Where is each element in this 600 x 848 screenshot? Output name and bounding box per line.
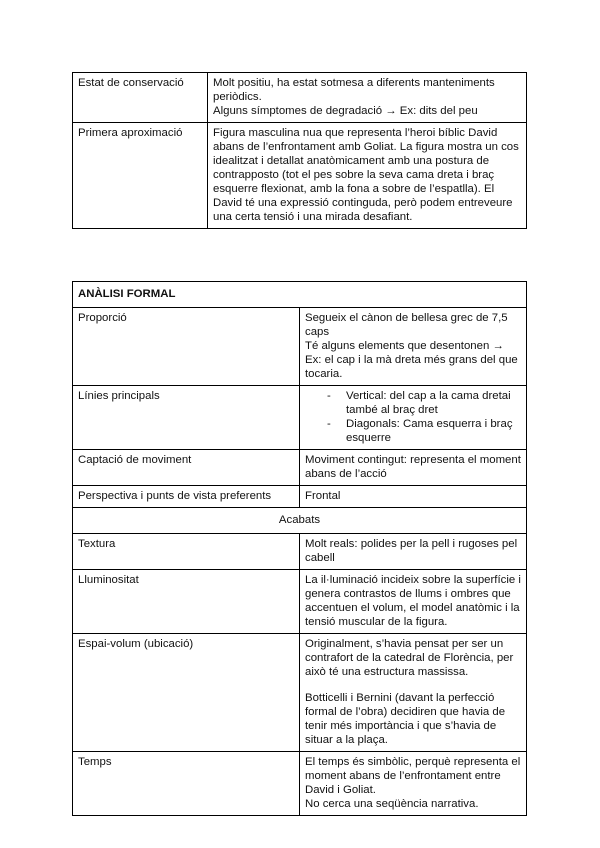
espai-paragraph: Botticelli i Bernini (davant la perfecció formal de l’obra) decidiren que havia de tenir més importància i que s’havia de situar a la plaça. xyxy=(305,692,506,746)
row-label-linies: Línies principals xyxy=(73,386,300,450)
table-subheader-row xyxy=(73,508,527,534)
proporcio-line: Segueix el cànon de bellesa grec de 7,5 caps xyxy=(305,312,508,338)
row-label-lluminositat: Lluminositat xyxy=(73,570,300,634)
table-row xyxy=(73,752,527,816)
identification-table xyxy=(72,72,527,229)
row-value-espai xyxy=(300,634,527,752)
conservacio-line: Molt positiu, ha estat sotmesa a diferents manteniments periòdics. xyxy=(213,77,495,103)
row-value-linies xyxy=(300,386,527,450)
row-value-proporcio xyxy=(300,308,527,386)
row-value-temps xyxy=(300,752,527,816)
linies-list xyxy=(305,389,521,445)
row-label-perspectiva: Perspectiva i punts de vista preferents xyxy=(73,486,300,508)
table-row xyxy=(73,450,527,486)
table-row xyxy=(73,534,527,570)
row-label-proporcio: Proporció xyxy=(73,308,300,386)
row-label-textura: Textura xyxy=(73,534,300,570)
row-label-aproximacio: Primera aproximació xyxy=(73,123,208,229)
formal-analysis-table xyxy=(72,281,527,816)
row-value-conservacio xyxy=(208,73,527,123)
subsection-title: Acabats xyxy=(73,508,527,534)
row-label-espai: Espai-volum (ubicació) xyxy=(73,634,300,752)
proporcio-line: Té alguns elements que desentonen → Ex: el cap i la mà dreta més grans del que tocaria. xyxy=(305,340,518,380)
table-row xyxy=(73,386,527,450)
row-label-moviment: Captació de moviment xyxy=(73,450,300,486)
temps-line: No cerca una seqüència narrativa. xyxy=(305,798,479,810)
row-value-aproximacio: Figura masculina nua que representa l’heroi bíblic David abans de l’enfrontament amb Goliat. La figura mostra un cos idealitzat i detallat anatòmicament amb una postura de contrapposto (tot el pes sobre la seva cama dreta i braç esquerre flexionat, amb la fona a sobre de l’espatlla). El David té una expressió continguda, però podem entreveure una certa tensió i una mirada desafiant. xyxy=(208,123,527,229)
table-row xyxy=(73,123,527,229)
section-title: ANÀLISI FORMAL xyxy=(73,282,527,308)
row-label-conservacio: Estat de conservació xyxy=(73,73,208,123)
list-item: - Vertical: del cap a la cama dretai també al braç dret xyxy=(327,389,521,417)
row-value-lluminositat: La il·luminació incideix sobre la superfície i genera contrastos de llums i ombres que accentuen el volum, el model anatòmic i la tensió muscular de la figura. xyxy=(300,570,527,634)
table-row xyxy=(73,486,527,508)
row-value-perspectiva: Frontal xyxy=(300,486,527,508)
table-row xyxy=(73,73,527,123)
row-value-textura: Molt reals: polides per la pell i rugoses pel cabell xyxy=(300,534,527,570)
row-value-moviment: Moviment contingut: representa el moment abans de l’acció xyxy=(300,450,527,486)
table-row xyxy=(73,308,527,386)
table-row xyxy=(73,634,527,752)
table-row xyxy=(73,570,527,634)
row-label-temps: Temps xyxy=(73,752,300,816)
conservacio-line: Alguns símptomes de degradació → Ex: dits del peu xyxy=(213,105,478,117)
espai-paragraph: Originalment, s’havia pensat per ser un contrafort de la catedral de Florència, per això té una estructura massissa. xyxy=(305,638,514,678)
temps-line: El temps és simbòlic, perquè representa el moment abans de l’enfrontament entre David i Goliat. xyxy=(305,756,521,796)
table-header-row xyxy=(73,282,527,308)
list-item: - Diagonals: Cama esquerra i braç esquerre xyxy=(327,417,521,445)
